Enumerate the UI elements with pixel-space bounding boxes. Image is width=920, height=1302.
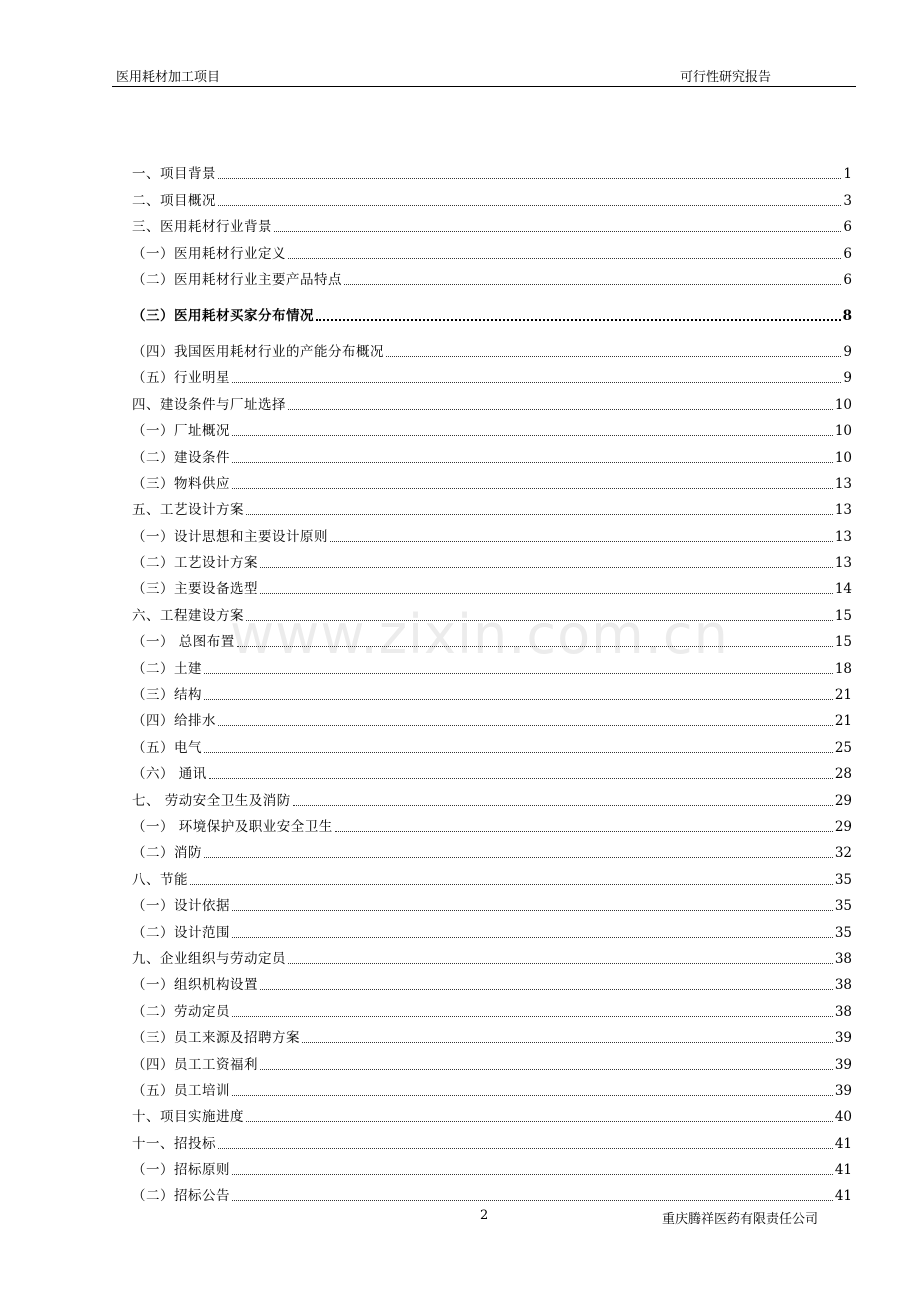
toc-dot-leader [204, 748, 833, 753]
header-project-title: 医用耗材加工项目 [116, 70, 221, 85]
toc-entry[interactable] [132, 783, 852, 809]
toc-entry[interactable] [132, 1047, 852, 1073]
toc-entry[interactable] [132, 236, 852, 262]
toc-entry[interactable] [132, 263, 852, 289]
toc-dot-leader [386, 352, 841, 357]
footer-company-name: 重庆腾祥医药有限责任公司 [662, 1212, 819, 1227]
toc-entry[interactable] [132, 1126, 852, 1152]
toc-entry[interactable] [132, 968, 852, 994]
toc-entry-label: （二）建设条件 [132, 449, 230, 466]
toc-entry-label: （二）设计范围 [132, 924, 230, 941]
toc-entry[interactable] [132, 157, 852, 183]
toc-dot-leader [246, 510, 833, 515]
toc-dot-leader [204, 853, 833, 858]
toc-entry-label: （五）行业明星 [132, 370, 230, 387]
toc-entry-label: （三）员工来源及招聘方案 [132, 1030, 300, 1047]
toc-dot-leader [335, 827, 833, 832]
toc-entry-page: 40 [834, 1109, 852, 1126]
toc-entry[interactable] [132, 289, 852, 325]
header-report-type: 可行性研究报告 [680, 70, 772, 85]
toc-entry[interactable] [132, 942, 852, 968]
toc-dot-leader [246, 616, 833, 621]
toc-entry-page: 6 [843, 271, 852, 288]
toc-dot-leader [316, 315, 841, 321]
toc-entry-label: （五）员工培训 [132, 1082, 230, 1099]
toc-entry[interactable] [132, 414, 852, 440]
toc-dot-leader [232, 458, 833, 463]
toc-entry-label: （三）主要设备选型 [132, 581, 258, 598]
toc-dot-leader [288, 405, 833, 410]
toc-entry-page: 32 [834, 845, 852, 862]
toc-dot-leader [260, 985, 833, 990]
toc-entry-label: （二）土建 [132, 660, 202, 677]
toc-entry-page: 10 [834, 423, 852, 440]
toc-dot-leader [232, 484, 833, 489]
toc-dot-leader [209, 774, 833, 779]
toc-dot-leader [260, 589, 833, 594]
toc-entry-page: 13 [834, 555, 852, 572]
toc-entry[interactable] [132, 915, 852, 941]
toc-dot-leader [302, 1038, 833, 1043]
toc-dot-leader [218, 201, 841, 206]
toc-entry-page: 1 [843, 166, 852, 183]
toc-entry[interactable] [132, 387, 852, 413]
toc-entry-label: （一）厂址概况 [132, 423, 230, 440]
toc-entry-label: 四、建设条件与厂址选择 [132, 396, 286, 413]
toc-dot-leader [237, 642, 833, 647]
toc-dot-leader [232, 1091, 833, 1096]
toc-entry-label: 十、项目实施进度 [132, 1109, 244, 1126]
toc-entry[interactable] [132, 1021, 852, 1047]
toc-entry-label: 五、工艺设计方案 [132, 502, 244, 519]
toc-dot-leader [232, 1170, 833, 1175]
toc-entry-page: 35 [834, 871, 852, 888]
toc-entry[interactable] [132, 210, 852, 236]
toc-entry-page: 41 [834, 1135, 852, 1152]
toc-dot-leader [288, 254, 841, 259]
toc-entry-label: 一、项目背景 [132, 166, 216, 183]
toc-entry-label: （一） 环境保护及职业安全卫生 [132, 818, 333, 835]
toc-entry-page: 38 [834, 977, 852, 994]
toc-entry-page: 35 [834, 924, 852, 941]
toc-entry-label: 九、企业组织与劳动定员 [132, 950, 286, 967]
toc-entry-page: 10 [834, 396, 852, 413]
toc-entry-page: 39 [834, 1056, 852, 1073]
toc-entry[interactable] [132, 625, 852, 651]
footer-page-number: 2 [480, 1208, 489, 1223]
toc-entry[interactable] [132, 1074, 852, 1100]
toc-dot-leader [260, 563, 833, 568]
toc-entry[interactable] [132, 889, 852, 915]
toc-entry[interactable] [132, 598, 852, 624]
toc-dot-leader [274, 227, 841, 232]
toc-entry[interactable] [132, 493, 852, 519]
toc-entry-page: 29 [834, 792, 852, 809]
toc-entry[interactable] [132, 183, 852, 209]
toc-entry[interactable] [132, 440, 852, 466]
toc-dot-leader [232, 1012, 833, 1017]
toc-entry-label: （一） 总图布置 [132, 634, 235, 651]
toc-entry[interactable] [132, 467, 852, 493]
toc-entry[interactable] [132, 994, 852, 1020]
toc-entry[interactable] [132, 361, 852, 387]
toc-entry-page: 13 [834, 502, 852, 519]
toc-entry-page: 15 [834, 634, 852, 651]
toc-dot-leader [330, 537, 833, 542]
toc-dot-leader [218, 174, 841, 179]
toc-entry-page: 13 [834, 528, 852, 545]
toc-entry-page: 29 [834, 818, 852, 835]
toc-dot-leader [204, 669, 833, 674]
toc-entry[interactable] [132, 862, 852, 888]
toc-entry[interactable] [132, 836, 852, 862]
toc-dot-leader [232, 1196, 833, 1201]
toc-dot-leader [260, 1065, 833, 1070]
toc-dot-leader [344, 280, 841, 285]
toc-entry-page: 39 [834, 1030, 852, 1047]
toc-dot-leader [232, 431, 833, 436]
toc-dot-leader [190, 880, 833, 885]
toc-entry-page: 41 [834, 1162, 852, 1179]
watermark: www.zixin.com.cn [230, 603, 729, 666]
toc-entry-page: 9 [843, 343, 852, 360]
toc-entry-label: （三）医用耗材买家分布情况 [132, 307, 314, 324]
toc-entry-label: （四）员工工资福利 [132, 1056, 258, 1073]
toc-entry[interactable] [132, 1100, 852, 1126]
toc-entry-page: 39 [834, 1082, 852, 1099]
toc-entry-label: 七、 劳动安全卫生及消防 [132, 792, 291, 809]
toc-entry-label: （一）组织机构设置 [132, 977, 258, 994]
page-header [112, 62, 856, 87]
toc-entry-label: 二、项目概况 [132, 192, 216, 209]
toc-entry[interactable] [132, 730, 852, 756]
toc-entry-label: （四）我国医用耗材行业的产能分布概况 [132, 343, 384, 360]
toc-entry-page: 14 [834, 581, 852, 598]
toc-entry-page: 9 [843, 370, 852, 387]
toc-entry-page: 21 [834, 687, 852, 704]
toc-entry-page: 6 [843, 245, 852, 262]
toc-entry-label: （四）给排水 [132, 713, 216, 730]
toc-entry-page: 6 [843, 219, 852, 236]
toc-entry[interactable] [132, 810, 852, 836]
table-of-contents [132, 157, 852, 1205]
toc-entry-label: （一）招标原则 [132, 1162, 230, 1179]
toc-entry-page: 35 [834, 898, 852, 915]
toc-entry-label: （二）医用耗材行业主要产品特点 [132, 271, 342, 288]
toc-entry-page: 13 [834, 475, 852, 492]
toc-entry[interactable] [132, 678, 852, 704]
toc-entry[interactable] [132, 1153, 852, 1179]
toc-entry-label: 八、节能 [132, 871, 188, 888]
toc-dot-leader [232, 933, 833, 938]
toc-entry-page: 10 [834, 449, 852, 466]
toc-entry-label: （一）设计依据 [132, 898, 230, 915]
toc-entry[interactable] [132, 757, 852, 783]
toc-entry-page: 3 [843, 192, 852, 209]
toc-dot-leader [218, 721, 833, 726]
toc-entry-label: （三）结构 [132, 687, 202, 704]
toc-entry-label: （二）工艺设计方案 [132, 555, 258, 572]
toc-entry-page: 25 [834, 739, 852, 756]
toc-entry-label: （二）劳动定员 [132, 1003, 230, 1020]
toc-entry-page: 8 [842, 307, 852, 324]
toc-entry-label: （一）设计思想和主要设计原则 [132, 528, 328, 545]
toc-dot-leader [246, 1117, 833, 1122]
toc-entry-page: 41 [834, 1188, 852, 1205]
toc-entry-page: 38 [834, 1003, 852, 1020]
toc-entry-page: 18 [834, 660, 852, 677]
toc-entry-label: （六） 通讯 [132, 766, 207, 783]
toc-dot-leader [204, 695, 833, 700]
toc-dot-leader [232, 378, 841, 383]
toc-entry[interactable] [132, 651, 852, 677]
toc-entry-label: （三）物料供应 [132, 475, 230, 492]
toc-entry-label: （一）医用耗材行业定义 [132, 245, 286, 262]
toc-entry-label: （五）电气 [132, 739, 202, 756]
toc-entry[interactable] [132, 704, 852, 730]
toc-entry-label: （二）消防 [132, 845, 202, 862]
toc-entry[interactable] [132, 519, 852, 545]
toc-entry-page: 38 [834, 950, 852, 967]
toc-entry-label: 六、工程建设方案 [132, 607, 244, 624]
toc-entry-label: （二）招标公告 [132, 1188, 230, 1205]
toc-entry-label: 三、医用耗材行业背景 [132, 219, 272, 236]
toc-entry-page: 15 [834, 607, 852, 624]
toc-entry-page: 21 [834, 713, 852, 730]
toc-entry[interactable] [132, 325, 852, 361]
toc-dot-leader [288, 959, 833, 964]
toc-dot-leader [218, 1144, 833, 1149]
toc-entry[interactable] [132, 572, 852, 598]
toc-entry-label: 十一、招投标 [132, 1135, 216, 1152]
toc-dot-leader [293, 801, 833, 806]
toc-entry-page: 28 [834, 766, 852, 783]
toc-entry[interactable] [132, 1179, 852, 1205]
toc-entry[interactable] [132, 546, 852, 572]
toc-dot-leader [232, 906, 833, 911]
